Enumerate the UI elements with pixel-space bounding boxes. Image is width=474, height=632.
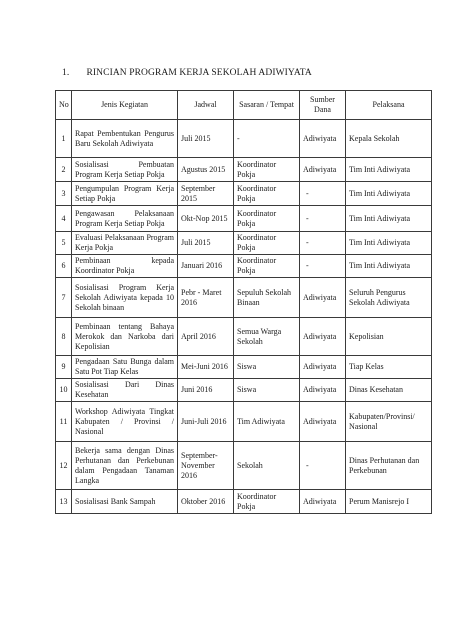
cell-sasaran: Siswa — [234, 356, 300, 379]
cell-sasaran: Koordinator Pokja — [234, 158, 300, 182]
cell-no: 8 — [56, 318, 72, 356]
header-kegiatan: Jenis Kegiatan — [72, 91, 178, 120]
cell-dana: - — [300, 206, 346, 232]
cell-no: 10 — [56, 379, 72, 402]
program-table — [55, 90, 432, 514]
section-title: RINCIAN PROGRAM KERJA SEKOLAH ADIWIYATA — [86, 68, 312, 78]
cell-sasaran: Koordinator Pokja — [234, 490, 300, 514]
table-header-row — [56, 91, 432, 120]
table-row — [56, 379, 432, 402]
table-row — [56, 442, 432, 490]
cell-pelaksana: Kepala Sekolah — [346, 120, 432, 158]
cell-no: 9 — [56, 356, 72, 379]
cell-kegiatan: Bekerja sama dengan Dinas Perhutanan dan Perkebunan dalam Pengadaan Tanaman Langka — [72, 442, 178, 490]
cell-jadwal: Oktober 2016 — [178, 490, 234, 514]
header-jadwal: Jadwal — [178, 91, 234, 120]
cell-pelaksana: Tim Inti Adiwiyata — [346, 206, 432, 232]
cell-jadwal: Juli 2015 — [178, 120, 234, 158]
cell-sasaran: Sekolah — [234, 442, 300, 490]
cell-dana: Adiwiyata — [300, 379, 346, 402]
section-heading — [62, 68, 312, 78]
cell-pelaksana: Kabupaten/Provinsi/ Nasional — [346, 402, 432, 442]
cell-pelaksana: Dinas Kesehatan — [346, 379, 432, 402]
cell-sasaran: Koordinator Pokja — [234, 255, 300, 278]
cell-kegiatan: Pengawasan Pelaksanaan Program Kerja Setiap Pokja — [72, 206, 178, 232]
section-number: 1. — [62, 68, 70, 78]
cell-jadwal: Agustus 2015 — [178, 158, 234, 182]
cell-jadwal: Mei-Juni 2016 — [178, 356, 234, 379]
cell-sasaran: Tim Adiwiyata — [234, 402, 300, 442]
cell-sasaran: - — [234, 120, 300, 158]
cell-kegiatan: Sosialisasi Dari Dinas Kesehatan — [72, 379, 178, 402]
cell-dana: Adiwiyata — [300, 402, 346, 442]
cell-sasaran: Siswa — [234, 379, 300, 402]
cell-sasaran: Koordinator Pokja — [234, 182, 300, 206]
cell-sasaran: Sepuluh Sekolah Binaan — [234, 278, 300, 318]
cell-jadwal: September 2015 — [178, 182, 234, 206]
cell-sasaran: Semua Warga Sekolah — [234, 318, 300, 356]
cell-dana: Adiwiyata — [300, 318, 346, 356]
cell-dana: Adiwiyata — [300, 158, 346, 182]
cell-dana: Adiwiyata — [300, 278, 346, 318]
table-row — [56, 206, 432, 232]
table-row — [56, 356, 432, 379]
cell-dana: - — [300, 255, 346, 278]
cell-no: 7 — [56, 278, 72, 318]
cell-jadwal: Juni-Juli 2016 — [178, 402, 234, 442]
header-pelaksana: Pelaksana — [346, 91, 432, 120]
cell-no: 13 — [56, 490, 72, 514]
table-row — [56, 402, 432, 442]
cell-kegiatan: Sosialisasi Bank Sampah — [72, 490, 178, 514]
cell-sasaran: Koordinator Pokja — [234, 232, 300, 255]
cell-no: 2 — [56, 158, 72, 182]
cell-pelaksana: Tiap Kelas — [346, 356, 432, 379]
cell-kegiatan: Sosialisasi Program Kerja Sekolah Adiwiyata kepada 10 Sekolah binaan — [72, 278, 178, 318]
table-row — [56, 158, 432, 182]
cell-pelaksana: Tim Inti Adiwiyata — [346, 255, 432, 278]
cell-dana: - — [300, 182, 346, 206]
table-body — [56, 120, 432, 514]
table-row — [56, 120, 432, 158]
cell-jadwal: Januari 2016 — [178, 255, 234, 278]
cell-pelaksana: Dinas Perhutanan dan Perkebunan — [346, 442, 432, 490]
cell-pelaksana: Kepolisian — [346, 318, 432, 356]
cell-kegiatan: Pembinaan kepada Koordinator Pokja — [72, 255, 178, 278]
cell-kegiatan: Evaluasi Pelaksanaan Program Kerja Pokja — [72, 232, 178, 255]
cell-pelaksana: Tim Inti Adiwiyata — [346, 158, 432, 182]
table-row — [56, 278, 432, 318]
cell-no: 11 — [56, 402, 72, 442]
cell-pelaksana: Tim Inti Adiwiyata — [346, 182, 432, 206]
cell-dana: Adiwiyata — [300, 120, 346, 158]
cell-jadwal: April 2016 — [178, 318, 234, 356]
cell-kegiatan: Pengumpulan Program Kerja Setiap Pokja — [72, 182, 178, 206]
cell-jadwal: September-November 2016 — [178, 442, 234, 490]
header-no: No — [56, 91, 72, 120]
cell-no: 12 — [56, 442, 72, 490]
cell-dana: - — [300, 232, 346, 255]
cell-dana: Adiwiyata — [300, 490, 346, 514]
cell-jadwal: Juli 2015 — [178, 232, 234, 255]
table-row — [56, 182, 432, 206]
cell-no: 6 — [56, 255, 72, 278]
cell-kegiatan: Workshop Adiwiyata Tingkat Kabupaten / Provinsi / Nasional — [72, 402, 178, 442]
cell-dana: Adiwiyata — [300, 356, 346, 379]
cell-kegiatan: Sosialisasi Pembuatan Program Kerja Setiap Pokja — [72, 158, 178, 182]
header-sasaran: Sasaran / Tempat — [234, 91, 300, 120]
cell-sasaran: Koordinator Pokja — [234, 206, 300, 232]
cell-no: 5 — [56, 232, 72, 255]
table-row — [56, 232, 432, 255]
cell-jadwal: Pebr - Maret 2016 — [178, 278, 234, 318]
header-dana: Sumber Dana — [300, 91, 346, 120]
cell-kegiatan: Pembinaan tentang Bahaya Merokok dan Narkoba dari Kepolisian — [72, 318, 178, 356]
cell-pelaksana: Tim Inti Adiwiyata — [346, 232, 432, 255]
cell-no: 3 — [56, 182, 72, 206]
cell-pelaksana: Perum Manisrejo I — [346, 490, 432, 514]
table-row — [56, 255, 432, 278]
cell-no: 4 — [56, 206, 72, 232]
table-row — [56, 490, 432, 514]
table-row — [56, 318, 432, 356]
cell-pelaksana: Seluruh Pengurus Sekolah Adiwiyata — [346, 278, 432, 318]
cell-jadwal: Okt-Nop 2015 — [178, 206, 234, 232]
cell-dana: - — [300, 442, 346, 490]
cell-kegiatan: Pengadaan Satu Bunga dalam Satu Pot Tiap Kelas — [72, 356, 178, 379]
cell-kegiatan: Rapat Pembentukan Pengurus Baru Sekolah Adiwiyata — [72, 120, 178, 158]
cell-jadwal: Juni 2016 — [178, 379, 234, 402]
cell-no: 1 — [56, 120, 72, 158]
